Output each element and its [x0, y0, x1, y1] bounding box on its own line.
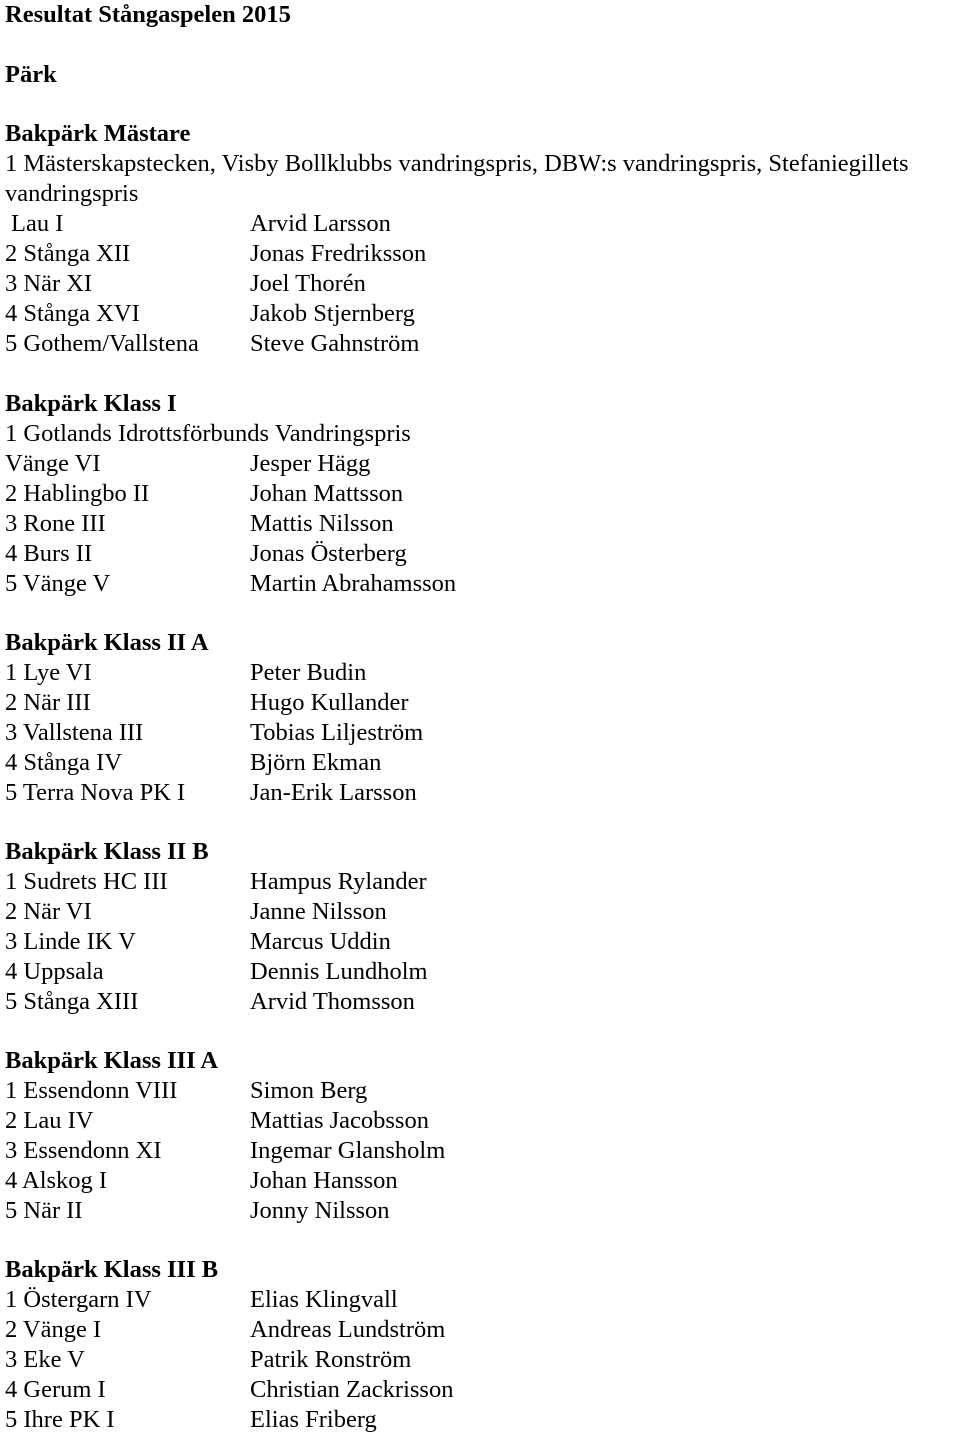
result-row	[5, 299, 955, 329]
team-name: 5 Gothem/Vallstena	[5, 330, 199, 357]
player-name: Elias Klingvall	[250, 1286, 398, 1313]
team-name: 4 Gerum I	[5, 1376, 106, 1403]
result-row	[5, 658, 955, 688]
team-name: 5 Vänge V	[5, 570, 111, 597]
team-name: Lau I	[11, 210, 64, 237]
player-name: Martin Abrahamsson	[250, 570, 457, 597]
player-name: Jonas Österberg	[250, 540, 407, 567]
player-name: Hugo Kullander	[250, 689, 409, 716]
player-name: Christian Zackrisson	[250, 1376, 454, 1403]
result-row	[5, 718, 955, 748]
team-name: 1 Östergarn IV	[5, 1286, 152, 1313]
section-bakpark-klass-2a	[5, 628, 955, 808]
result-row	[5, 449, 955, 479]
player-name: Jesper Hägg	[250, 450, 371, 477]
team-name: 4 Uppsala	[5, 958, 104, 985]
section-bakpark-mastare	[5, 119, 955, 359]
player-name: Marcus Uddin	[250, 928, 391, 955]
team-name: 5 Terra Nova PK I	[5, 779, 186, 806]
team-name: Vänge VI	[5, 450, 101, 477]
team-name: 3 Rone III	[5, 510, 106, 537]
player-name: Ingemar Glansholm	[250, 1137, 446, 1164]
team-name: 2 Vänge I	[5, 1316, 102, 1343]
result-row	[5, 897, 955, 927]
team-name: 5 Stånga XIII	[5, 988, 139, 1015]
section-bakpark-klass-3a	[5, 1046, 955, 1226]
result-row	[5, 1315, 955, 1345]
player-name: Jonny Nilsson	[250, 1197, 390, 1224]
result-row	[5, 569, 955, 599]
team-name: 4 Stånga IV	[5, 749, 123, 776]
player-name: Andreas Lundström	[250, 1316, 446, 1343]
result-row	[5, 778, 955, 808]
team-name: 2 När III	[5, 689, 91, 716]
team-name: 3 Essendonn XI	[5, 1137, 162, 1164]
section-heading: Bakpärk Klass II B	[5, 838, 209, 865]
result-row	[5, 1136, 955, 1166]
section-bakpark-klass-2b	[5, 837, 955, 1017]
team-name: 1 Sudrets HC III	[5, 868, 168, 895]
team-name: 4 Burs II	[5, 540, 93, 567]
result-row	[5, 1405, 955, 1435]
team-name: 3 Eke V	[5, 1346, 85, 1373]
result-row	[5, 1285, 955, 1315]
team-name: 4 Alskog I	[5, 1167, 108, 1194]
player-name: Peter Budin	[250, 659, 367, 686]
player-name: Steve Gahnström	[250, 330, 420, 357]
section-prize: 1 Gotlands Idrottsförbunds Vandringspris	[5, 420, 411, 447]
team-name: 4 Stånga XVI	[5, 300, 140, 327]
result-row	[5, 957, 955, 987]
player-name: Björn Ekman	[250, 749, 382, 776]
team-name: 1 Lye VI	[5, 659, 92, 686]
player-name: Mattis Nilsson	[250, 510, 394, 537]
result-row	[5, 239, 955, 269]
result-row	[5, 1196, 955, 1226]
document-title: Resultat Stångaspelen 2015	[5, 1, 291, 28]
team-name: 2 Stånga XII	[5, 240, 131, 267]
team-name: 5 Ihre PK I	[5, 1406, 115, 1433]
section-heading: Bakpärk Klass I	[5, 390, 177, 417]
section-heading: Bakpärk Klass III B	[5, 1256, 219, 1283]
player-name: Joel Thorén	[250, 270, 366, 297]
team-name: 3 När XI	[5, 270, 93, 297]
result-row	[5, 269, 955, 299]
result-row	[5, 927, 955, 957]
result-row	[5, 688, 955, 718]
player-name: Johan Mattsson	[250, 480, 404, 507]
document-subtitle: Pärk	[5, 61, 57, 88]
player-name: Johan Hansson	[250, 1167, 398, 1194]
player-name: Arvid Thomsson	[250, 988, 415, 1015]
team-name: 2 Hablingbo II	[5, 480, 150, 507]
result-row	[5, 539, 955, 569]
section-heading: Bakpärk Klass III A	[5, 1047, 219, 1074]
player-name: Arvid Larsson	[250, 210, 391, 237]
result-row	[5, 1106, 955, 1136]
team-name: 3 Vallstena III	[5, 719, 144, 746]
player-name: Elias Friberg	[250, 1406, 377, 1433]
player-name: Jonas Fredriksson	[250, 240, 427, 267]
section-bakpark-klass-3b	[5, 1255, 955, 1435]
player-name: Tobias Liljeström	[250, 719, 424, 746]
section-heading: Bakpärk Mästare	[5, 120, 191, 147]
result-row	[5, 479, 955, 509]
result-row	[5, 209, 955, 239]
section-prize: 1 Mästerskapstecken, Visby Bollklubbs vandringspris, DBW:s vandringspris, Stefaniegillets vandringspris	[5, 150, 909, 207]
player-name: Jakob Stjernberg	[250, 300, 415, 327]
player-name: Patrik Ronström	[250, 1346, 412, 1373]
team-name: 2 Lau IV	[5, 1107, 94, 1134]
result-row	[5, 867, 955, 897]
player-name: Dennis Lundholm	[250, 958, 428, 985]
result-row	[5, 987, 955, 1017]
result-row	[5, 1375, 955, 1405]
player-name: Janne Nilsson	[250, 898, 387, 925]
result-row	[5, 329, 955, 359]
result-row	[5, 1345, 955, 1375]
result-row	[5, 509, 955, 539]
result-row	[5, 1166, 955, 1196]
team-name: 3 Linde IK V	[5, 928, 136, 955]
player-name: Simon Berg	[250, 1077, 368, 1104]
section-heading: Bakpärk Klass II A	[5, 629, 209, 656]
result-row	[5, 1076, 955, 1106]
section-bakpark-klass-1	[5, 389, 955, 599]
team-name: 2 När VI	[5, 898, 92, 925]
player-name: Mattias Jacobsson	[250, 1107, 429, 1134]
player-name: Hampus Rylander	[250, 868, 427, 895]
team-name: 1 Essendonn VIII	[5, 1077, 178, 1104]
result-row	[5, 748, 955, 778]
player-name: Jan-Erik Larsson	[250, 779, 417, 806]
team-name: 5 När II	[5, 1197, 83, 1224]
